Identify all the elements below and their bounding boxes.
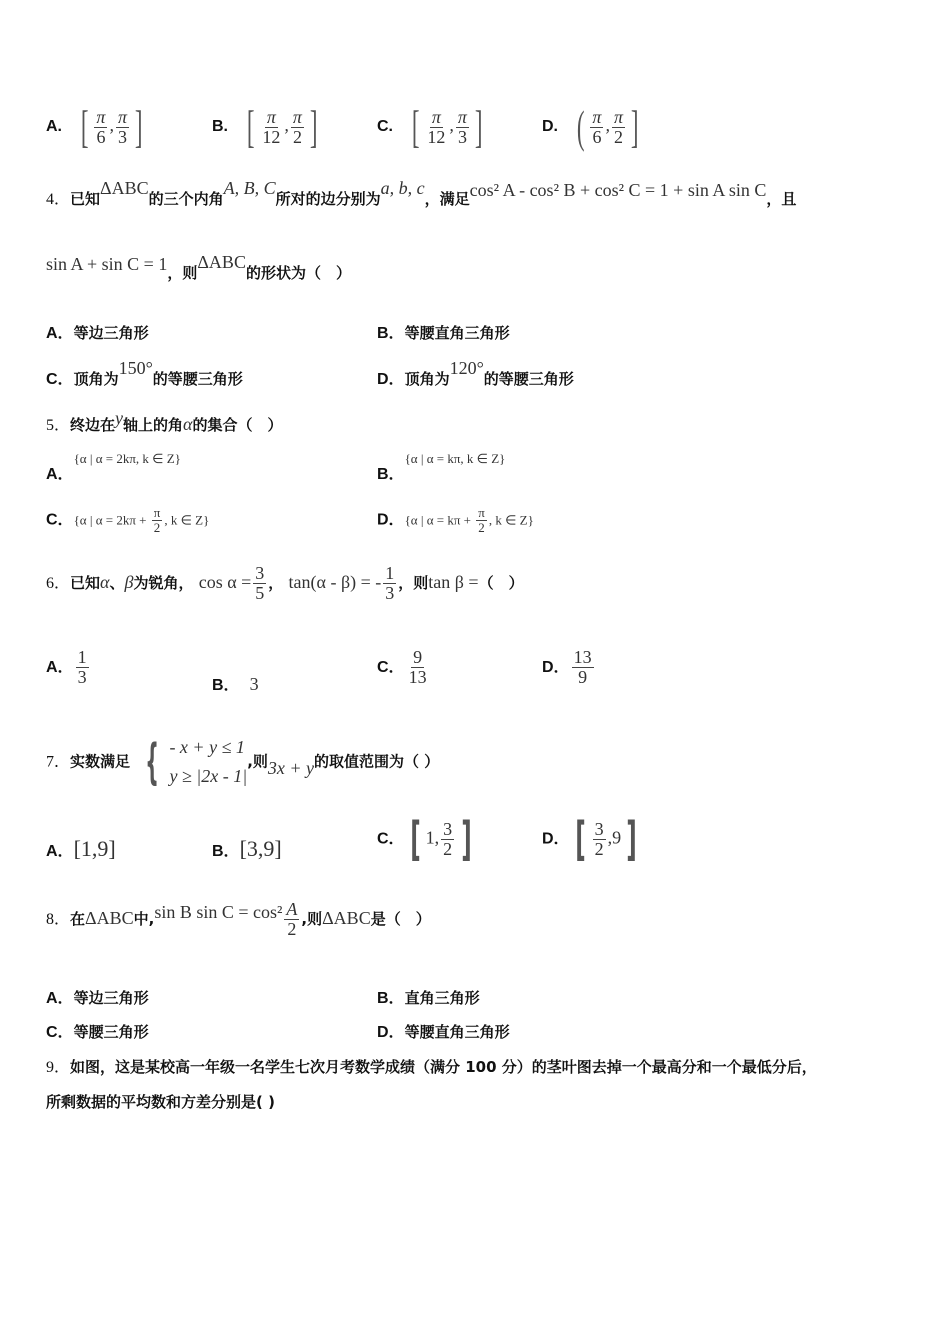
q6-option-c[interactable]: C． $\frac{9}{13}$ (377, 647, 427, 687)
q7-option-d[interactable]: D． [ $\frac{3}{2}$ ,9 ] (542, 812, 637, 866)
q4-option-a[interactable]: A．等边三角形 (46, 324, 149, 342)
q7-option-b[interactable]: B．[3,9] (212, 836, 282, 861)
question-8-stem: 8．在ΔABC中,sin B sin C = cos² $\frac{A}{2}$ ,则ΔABC是（ ） (46, 899, 431, 939)
math: cos² A - cos² B + cos² C = 1 + sin A sin C (469, 180, 767, 200)
q7-option-c[interactable]: C． [ 1, $\frac{3}{2}$ ] (377, 812, 472, 866)
q3-option-c[interactable] (377, 101, 486, 152)
question-5-stem: 5．终边在y轴上的角α的集合（ ） (46, 408, 283, 434)
option-label: B. (212, 118, 228, 136)
q8-option-c[interactable]: C．等腰三角形 (46, 1023, 149, 1041)
q3-option-b[interactable] (212, 101, 321, 152)
interval-math: [ $\frac{\pi}{6}$ , $\frac{\pi}{3}$ ] (80, 101, 143, 152)
question-4-stem-line2: sin A + sin C = 1，则ΔABC的形状为（ ） (46, 252, 351, 282)
q5-option-c[interactable]: C．{α | α = 2kπ + $\frac{\pi}{2}$ , k ∈ Z} (46, 505, 210, 535)
q5-option-a[interactable]: A．{α | α = 2kπ, k ∈ Z} (46, 451, 181, 483)
q6-option-d[interactable]: D． $\frac{13}{9}$ (542, 647, 592, 687)
math: ΔABC (197, 252, 246, 272)
q8-option-b[interactable]: B．直角三角形 (377, 989, 480, 1007)
q6-option-b[interactable]: B． 3 (212, 674, 259, 694)
q5-option-b[interactable]: B．{α | α = kπ, k ∈ Z} (377, 451, 506, 483)
question-number: 9． (46, 1059, 71, 1076)
q8-option-d[interactable]: D．等腰直角三角形 (377, 1023, 510, 1041)
question-9-stem-line1: 9．如图，这是某校高一年级一名学生七次月考数学成绩（满分 100 分）的茎叶图去掉一个最高分和一个最低分后， (46, 1058, 817, 1076)
question-number: 7． (46, 753, 71, 771)
question-9-stem-line2: 所剩数据的平均数和方差分别是( ) (46, 1093, 275, 1111)
question-number: 4． (46, 191, 71, 208)
option-label: D. (542, 118, 558, 136)
q6-option-a[interactable]: A． $\frac{1}{3}$ (46, 647, 87, 687)
q4-option-c[interactable]: C．顶角为150°的等腰三角形 (46, 358, 243, 388)
interval-math: ( $\frac{\pi}{6}$ , $\frac{\pi}{2}$ ] (576, 101, 639, 152)
question-6-stem: 6．已知α、β为锐角， cos α = $\frac{3}{5}$ ， tan(α - β) = - $\frac{1}{3}$ ，则tan β =（ ） (46, 563, 524, 603)
q7-option-a[interactable]: A．[1,9] (46, 836, 116, 861)
question-number: 5． (46, 417, 71, 434)
option-label: C. (377, 118, 393, 136)
inequality-system: { - x + y ≤ 1 y ≥ |2x - 1| (145, 733, 248, 790)
question-number: 8． (46, 910, 71, 928)
interval-math: [ $\frac{\pi}{12}$ , $\frac{\pi}{2}$ ] (246, 101, 318, 152)
math: ΔABC (100, 178, 149, 198)
math: A, B, C (223, 178, 276, 198)
q4-option-b[interactable]: B．等腰直角三角形 (377, 324, 510, 342)
interval-math: [ $\frac{\pi}{12}$ , $\frac{\pi}{3}$ ] (411, 101, 483, 152)
q3-option-a[interactable] (46, 101, 146, 152)
math: sin A + sin C = 1 (46, 254, 168, 274)
math: a, b, c (380, 178, 425, 198)
q5-option-d[interactable]: D．{α | α = kπ + $\frac{\pi}{2}$ , k ∈ Z} (377, 505, 534, 535)
question-number: 6． (46, 574, 71, 592)
q3-option-d[interactable] (542, 101, 642, 152)
question-4-stem-line1: 4．已知ΔABC的三个内角A, B, C所对的边分别为a, b, c，满足cos² A - cos² B + cos² C = 1 + sin A sin C，且 (46, 178, 797, 208)
question-7-stem: 7．实数满足 { - x + y ≤ 1 y ≥ |2x - 1| ,则3x + y的取值范围为（ ） (46, 733, 440, 790)
option-label: A. (46, 118, 62, 136)
q8-option-a[interactable]: A．等边三角形 (46, 989, 149, 1007)
q4-option-d[interactable]: D．顶角为120°的等腰三角形 (377, 358, 574, 388)
